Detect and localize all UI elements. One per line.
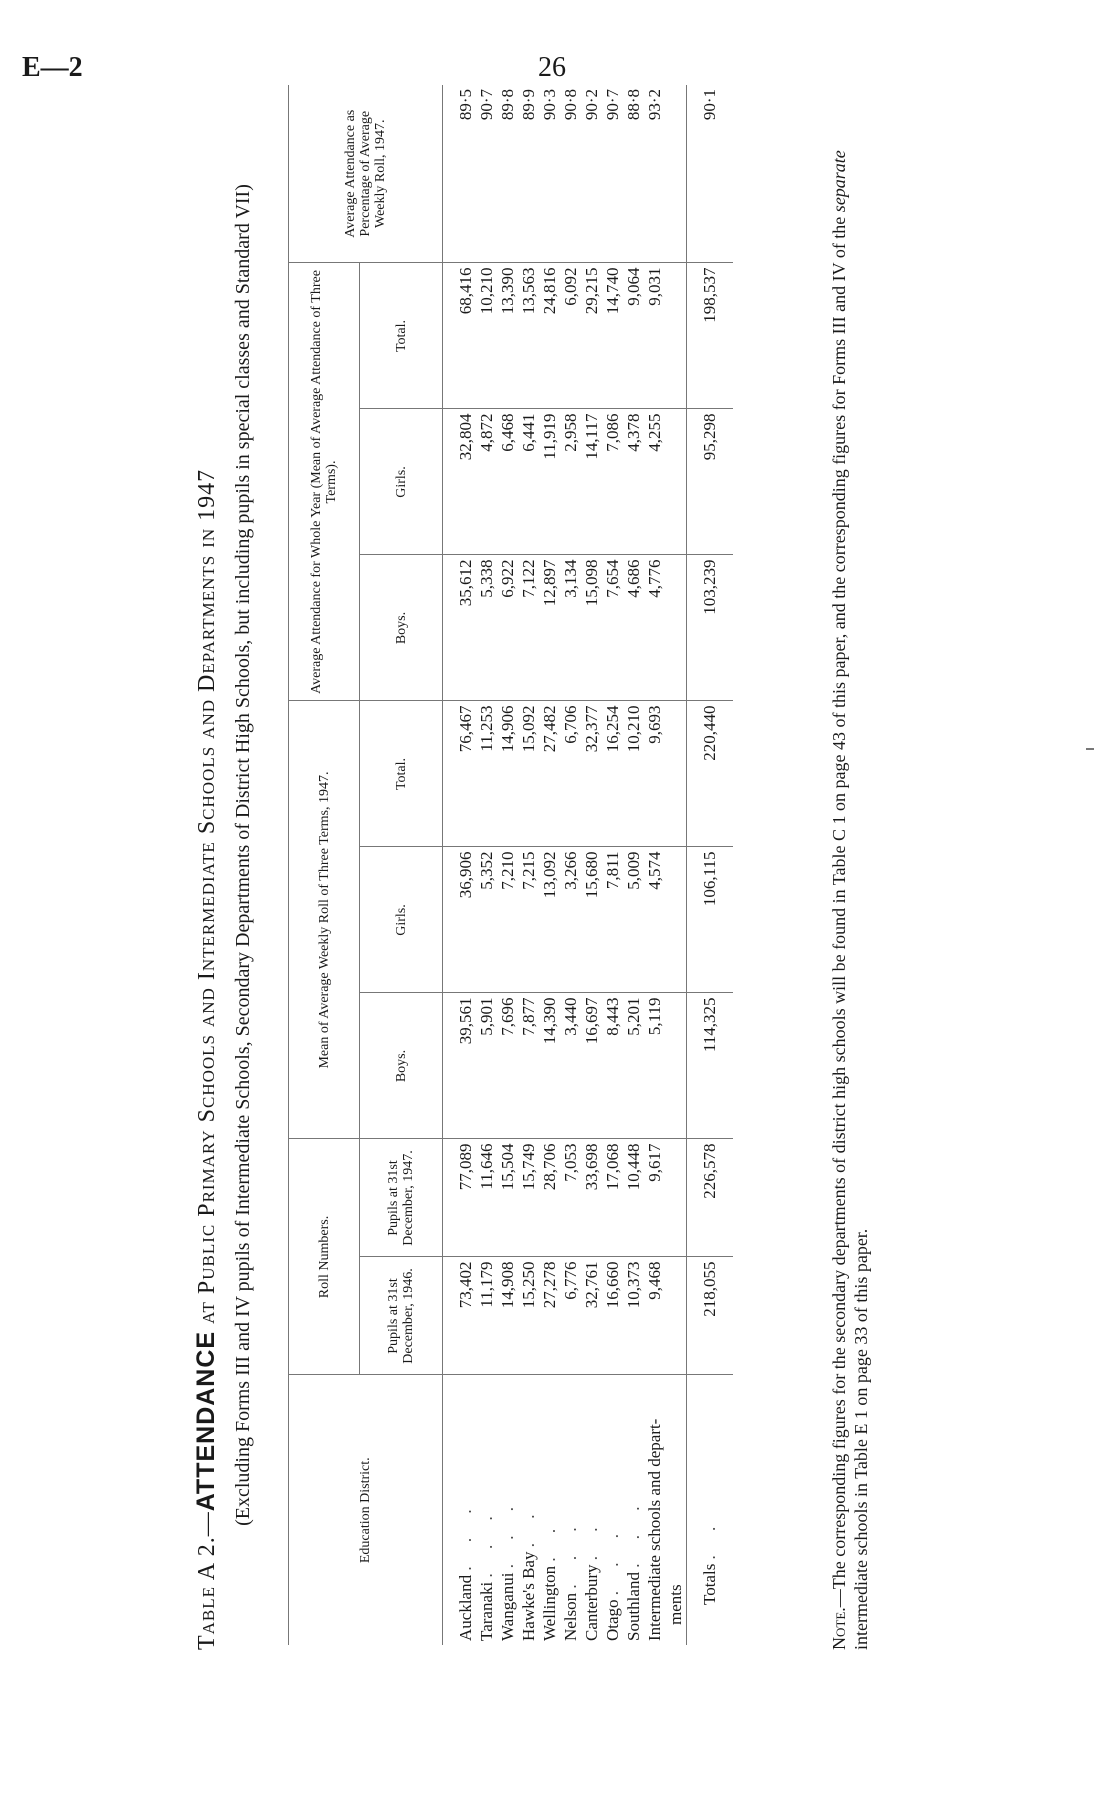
header-average-attendance: Average Attendance for Whole Year (Mean of Average Attendance of Three Terms). xyxy=(289,263,360,701)
mean-girls-cell: 5,009 xyxy=(623,847,644,993)
header-att-boys: Boys. xyxy=(360,555,443,701)
att-boys-cell: 3,134 xyxy=(560,555,581,701)
district-cell xyxy=(539,1375,560,1645)
district-name: Taranaki xyxy=(477,1581,496,1641)
mean-boys-cell: 7,696 xyxy=(497,993,518,1139)
att-boys-cell: 7,654 xyxy=(602,555,623,701)
leader-dots: . . . xyxy=(456,1499,475,1571)
totals-att-girls: 95,298 xyxy=(687,409,734,555)
table-title-bold: ATTENDANCE xyxy=(192,1330,220,1512)
mean-girls-cell: 3,266 xyxy=(560,847,581,993)
att-total-cell: 6,092 xyxy=(560,263,581,409)
mean-boys-cell xyxy=(665,993,687,1139)
totals-att-total: 198,537 xyxy=(687,263,734,409)
att-girls-cell: 32,804 xyxy=(455,409,476,555)
percentage-cell: 90·7 xyxy=(602,85,623,263)
att-total-cell xyxy=(665,263,687,409)
att-boys-cell: 4,776 xyxy=(644,555,665,701)
roll-1946-cell xyxy=(665,1257,687,1375)
roll-1946-cell: 10,373 xyxy=(623,1257,644,1375)
table-label: Table A 2. xyxy=(194,1536,220,1650)
page-series: E—2 xyxy=(22,52,83,83)
table-subtitle: (Excluding Forms III and IV pupils of Intermediate Schools, Secondary Departments of District High Schools, but including pupils in special classes and Standard VII) xyxy=(232,184,254,1526)
table-title: Table A 2.—ATTENDANCE at Public Primary Schools and Intermediate Schools and Departments in 1947 xyxy=(192,468,220,1650)
totals-roll-1946: 218,055 xyxy=(687,1257,734,1375)
mean-girls-cell: 7,210 xyxy=(497,847,518,993)
table-row xyxy=(665,85,687,1645)
mean-total-cell: 32,377 xyxy=(581,701,602,847)
header-att-girls: Girls. xyxy=(360,409,443,555)
roll-1947-cell: 33,698 xyxy=(581,1139,602,1257)
table-row xyxy=(518,85,539,1645)
leader-dots: . . xyxy=(582,1517,601,1561)
att-total-cell: 9,064 xyxy=(623,263,644,409)
att-girls-cell: 4,872 xyxy=(476,409,497,555)
table-title-rest: at Public Primary Schools and Intermediate Schools and Departments in 1947 xyxy=(194,468,220,1324)
mean-boys-cell: 16,697 xyxy=(581,993,602,1139)
att-boys-cell: 4,686 xyxy=(623,555,644,701)
roll-1946-cell: 32,761 xyxy=(581,1257,602,1375)
mean-girls-cell: 7,811 xyxy=(602,847,623,993)
percentage-cell xyxy=(665,85,687,263)
roll-1947-cell: 11,646 xyxy=(476,1139,497,1257)
att-boys-cell: 15,098 xyxy=(581,555,602,701)
mean-total-cell: 11,253 xyxy=(476,701,497,847)
header-roll-1946: Pupils at 31st December, 1946. xyxy=(360,1257,443,1375)
table-row xyxy=(455,85,476,1645)
district-name: Auckland xyxy=(456,1574,475,1641)
district-cell xyxy=(518,1375,539,1645)
header-percentage: Average Attendance as Percentage of Average Weekly Roll, 1947. xyxy=(289,85,443,263)
mean-boys-cell: 5,201 xyxy=(623,993,644,1139)
roll-1946-cell: 73,402 xyxy=(455,1257,476,1375)
header-roll-numbers: Roll Numbers. xyxy=(289,1139,360,1375)
mean-total-cell: 27,482 xyxy=(539,701,560,847)
totals-mean-boys: 114,325 xyxy=(687,993,734,1139)
district-name: ments xyxy=(666,1584,685,1625)
att-girls-cell: 7,086 xyxy=(602,409,623,555)
district-name: Nelson xyxy=(561,1592,580,1641)
mean-total-cell: 16,254 xyxy=(602,701,623,847)
district-cell xyxy=(560,1375,581,1645)
table-note xyxy=(828,80,872,1650)
roll-1946-cell: 6,776 xyxy=(560,1257,581,1375)
percentage-cell: 90·8 xyxy=(560,85,581,263)
header-mean-girls: Girls. xyxy=(360,847,443,993)
att-boys-cell: 7,122 xyxy=(518,555,539,701)
att-boys-cell: 6,922 xyxy=(497,555,518,701)
district-cell xyxy=(623,1375,644,1645)
attendance-table xyxy=(288,85,733,1645)
mean-girls-cell: 15,680 xyxy=(581,847,602,993)
att-girls-cell: 11,919 xyxy=(539,409,560,555)
att-boys-cell: 12,897 xyxy=(539,555,560,701)
roll-1947-cell: 17,068 xyxy=(602,1139,623,1257)
roll-1947-cell: 28,706 xyxy=(539,1139,560,1257)
note-text-2: intermediate schools in Table E 1 on page 33 of this paper. xyxy=(851,1228,871,1650)
table-row xyxy=(560,85,581,1645)
table-row xyxy=(602,85,623,1645)
att-total-cell: 13,390 xyxy=(497,263,518,409)
district-cell xyxy=(665,1375,687,1645)
district-name: Hawke's Bay xyxy=(519,1551,538,1641)
mean-girls-cell: 4,574 xyxy=(644,847,665,993)
table-row xyxy=(581,85,602,1645)
mean-boys-cell: 3,440 xyxy=(560,993,581,1139)
mean-total-cell: 10,210 xyxy=(623,701,644,847)
att-total-cell: 29,215 xyxy=(581,263,602,409)
district-cell xyxy=(476,1375,497,1645)
scan-mark xyxy=(1086,748,1094,750)
percentage-cell: 90·7 xyxy=(476,85,497,263)
note-label: Note. xyxy=(829,1607,849,1650)
header-roll-1947: Pupils at 31st December, 1947. xyxy=(360,1139,443,1257)
header-mean-roll: Mean of Average Weekly Roll of Three Terms, 1947. xyxy=(289,701,360,1139)
mean-total-cell xyxy=(665,701,687,847)
percentage-cell: 90·2 xyxy=(581,85,602,263)
district-cell xyxy=(602,1375,623,1645)
mean-total-cell: 15,092 xyxy=(518,701,539,847)
totals-mean-total: 220,440 xyxy=(687,701,734,847)
table-row xyxy=(644,85,665,1645)
mean-girls-cell: 7,215 xyxy=(518,847,539,993)
header-district: Education District. xyxy=(289,1375,443,1645)
att-girls-cell: 4,378 xyxy=(623,409,644,555)
totals-percentage: 90·1 xyxy=(687,85,734,263)
leader-dots: . . . xyxy=(498,1497,517,1569)
district-name: Canterbury xyxy=(582,1564,601,1641)
district-name: Wanganui xyxy=(498,1572,517,1641)
roll-1947-cell: 15,504 xyxy=(497,1139,518,1257)
district-name: Intermediate schools and depart- xyxy=(645,1418,664,1641)
roll-1946-cell: 16,660 xyxy=(602,1257,623,1375)
roll-1947-cell: 7,053 xyxy=(560,1139,581,1257)
mean-total-cell: 6,706 xyxy=(560,701,581,847)
att-girls-cell: 14,117 xyxy=(581,409,602,555)
mean-girls-cell: 5,352 xyxy=(476,847,497,993)
district-name: Southland xyxy=(624,1572,643,1641)
leader-dots: . . xyxy=(540,1518,559,1562)
totals-row: Totals . . 218,055 226,578 114,325 106,115 220,440 103,239 95,298 198,537 90·1 xyxy=(687,85,734,1645)
table-row xyxy=(539,85,560,1645)
mean-boys-cell: 7,877 xyxy=(518,993,539,1139)
leader-dots: . . . xyxy=(624,1496,643,1568)
note-text-1: —The corresponding figures for the secondary departments of district high schools will be found in Table C 1 on page 43 of this paper, and the corresponding figures for Forms III and IV of the xyxy=(829,212,849,1608)
note-italic: separate xyxy=(829,150,849,213)
roll-1946-cell: 27,278 xyxy=(539,1257,560,1375)
mean-boys-cell: 14,390 xyxy=(539,993,560,1139)
mean-boys-cell: 8,443 xyxy=(602,993,623,1139)
district-cell xyxy=(581,1375,602,1645)
att-total-cell: 10,210 xyxy=(476,263,497,409)
district-cell xyxy=(497,1375,518,1645)
roll-1947-cell: 15,749 xyxy=(518,1139,539,1257)
table-row xyxy=(497,85,518,1645)
leader-dots: . . . xyxy=(603,1523,622,1596)
percentage-cell: 93·2 xyxy=(644,85,665,263)
att-boys-cell xyxy=(665,555,687,701)
header-mean-boys: Boys. xyxy=(360,993,443,1139)
header-att-total: Total. xyxy=(360,263,443,409)
att-total-cell: 9,031 xyxy=(644,263,665,409)
roll-1946-cell: 9,468 xyxy=(644,1257,665,1375)
att-total-cell: 24,816 xyxy=(539,263,560,409)
totals-label: Totals xyxy=(700,1563,719,1605)
percentage-cell: 88·8 xyxy=(623,85,644,263)
leader-dots: . . . xyxy=(477,1506,496,1578)
roll-1946-cell: 15,250 xyxy=(518,1257,539,1375)
roll-1947-cell xyxy=(665,1139,687,1257)
att-boys-cell: 35,612 xyxy=(455,555,476,701)
totals-mean-girls: 106,115 xyxy=(687,847,734,993)
district-name: Otago xyxy=(603,1599,622,1641)
att-total-cell: 68,416 xyxy=(455,263,476,409)
page-number: 26 xyxy=(538,52,566,83)
mean-total-cell: 14,906 xyxy=(497,701,518,847)
leader-dots: . . xyxy=(519,1504,538,1548)
percentage-cell: 89·9 xyxy=(518,85,539,263)
table-row xyxy=(623,85,644,1645)
att-girls-cell: 6,468 xyxy=(497,409,518,555)
mean-boys-cell: 39,561 xyxy=(455,993,476,1139)
att-total-cell: 14,740 xyxy=(602,263,623,409)
percentage-cell: 89·8 xyxy=(497,85,518,263)
att-girls-cell: 6,441 xyxy=(518,409,539,555)
mean-girls-cell: 13,092 xyxy=(539,847,560,993)
roll-1946-cell: 14,908 xyxy=(497,1257,518,1375)
roll-1947-cell: 77,089 xyxy=(455,1139,476,1257)
district-cell xyxy=(644,1375,665,1645)
mean-girls-cell: 36,906 xyxy=(455,847,476,993)
roll-1947-cell: 9,617 xyxy=(644,1139,665,1257)
totals-att-boys: 103,239 xyxy=(687,555,734,701)
roll-1947-cell: 10,448 xyxy=(623,1139,644,1257)
mean-total-cell: 9,693 xyxy=(644,701,665,847)
table-body xyxy=(455,85,687,1645)
att-girls-cell xyxy=(665,409,687,555)
mean-boys-cell: 5,901 xyxy=(476,993,497,1139)
percentage-cell: 90·3 xyxy=(539,85,560,263)
mean-boys-cell: 5,119 xyxy=(644,993,665,1139)
att-girls-cell: 4,255 xyxy=(644,409,665,555)
percentage-cell: 89·5 xyxy=(455,85,476,263)
att-boys-cell: 5,338 xyxy=(476,555,497,701)
leader-dots: . . . xyxy=(561,1517,580,1589)
mean-girls-cell xyxy=(665,847,687,993)
header-mean-total: Total. xyxy=(360,701,443,847)
district-name: Wellington xyxy=(540,1565,559,1641)
mean-total-cell: 76,467 xyxy=(455,701,476,847)
roll-1946-cell: 11,179 xyxy=(476,1257,497,1375)
att-girls-cell: 2,958 xyxy=(560,409,581,555)
district-cell xyxy=(455,1375,476,1645)
table-row xyxy=(476,85,497,1645)
att-total-cell: 13,563 xyxy=(518,263,539,409)
totals-roll-1947: 226,578 xyxy=(687,1139,734,1257)
